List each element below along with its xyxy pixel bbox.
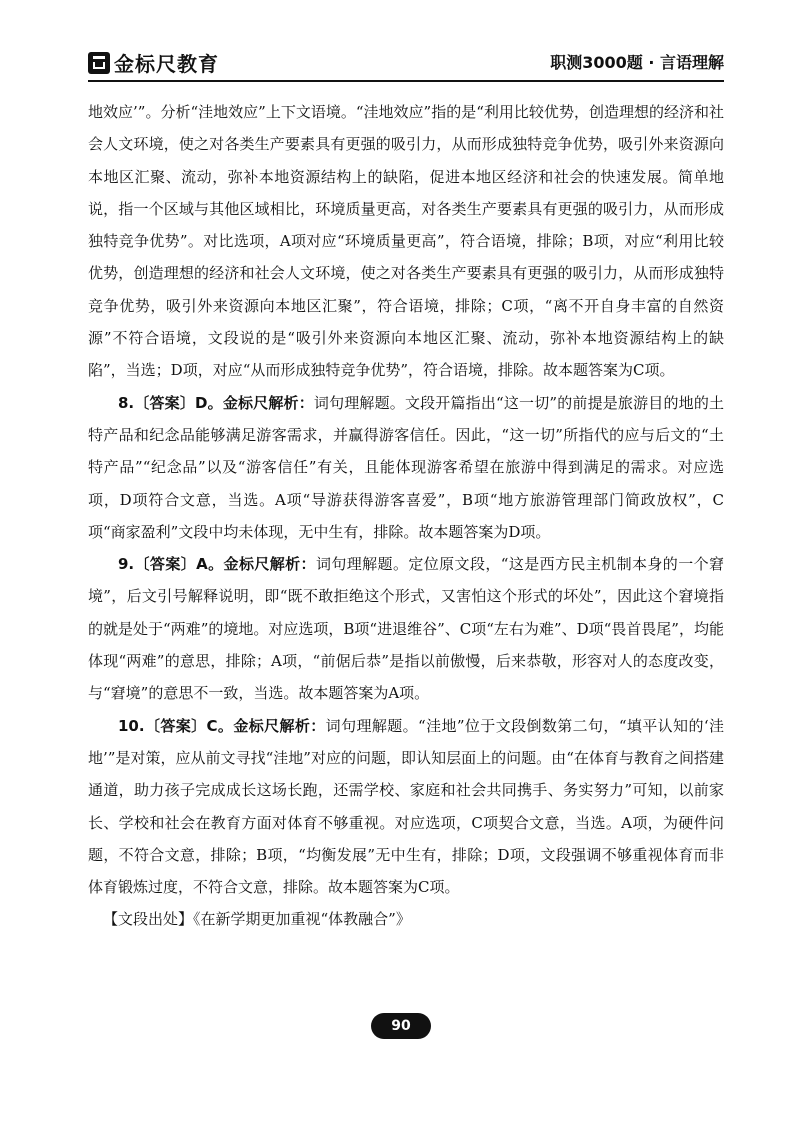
answer-prefix: 10.〔答案〕C。金标尺解析： — [118, 716, 326, 735]
answer-text: 词句理解题。文段开篇指出“这一切”的前提是旅游目的地的土特产品和纪念品能够满足游客需求，并赢得游客信任。因此，“这一切”所指代的应与后文的“土特产品”“纪念品”以及“游客信任”有关，且能体现游客希望在旅游中得到满足的需求。对应选项，D项符合文意，当选。A项“导游获得游客喜爱”，B项“地方旅游管理部门简政放权”，C项“商家盈利”文段中均未体现，无中生有，排除。故本题答案为D项。 — [88, 393, 724, 541]
logo-icon — [88, 52, 110, 74]
answer-paragraph-10 — [88, 710, 724, 904]
answer-text: 词句理解题。“洼地”位于文段倒数第二句，“填平认知的‘洼地’”是对策，应从前文寻找“洼地”对应的问题，即认知层面上的问题。由“在体育与教育之间搭建通道，助力孩子完成成长这场长跑，还需学校、家庭和社会共同携手、务实努力”可知，以前家长、学校和社会在教育方面对体育不够重视。对应选项，C项契合文意，当选。A项，为硬件问题，不符合文意，排除；B项，“均衡发展”无中生有，排除；D项，文段强调不够重视体育而非体育锻炼过度，不符合文意，排除。故本题答案为C项。 — [88, 716, 724, 897]
answer-prefix: 8.〔答案〕D。金标尺解析： — [118, 393, 314, 412]
brand-logo — [88, 48, 219, 77]
answer-prefix: 9.〔答案〕A。金标尺解析： — [118, 555, 316, 574]
page-number: 90 — [371, 1013, 431, 1039]
continuation-paragraph: 地效应’”。分析“洼地效应”上下文语境。“洼地效应”指的是“利用比较优势，创造理想的经济和社会人文环境，使之对各类生产要素具有更强的吸引力，从而形成独特竞争优势，吸引外来资源向本地区汇聚、流动，弥补本地资源结构上的缺陷，促进本地区经济和社会的快速发展。简单地说，指一个区域与其他区域相比，环境质量更高，对各类生产要素具有更强的吸引力，从而形成独特竞争优势”。对比选项，A项对应“环境质量更高”，符合语境，排除；B项，对应“利用比较优势，创造理想的经济和社会人文环境，使之对各类生产要素具有更强的吸引力，从而形成独特竞争优势，吸引外来资源向本地区汇聚”，符合语境，排除；C项，“离不开自身丰富的自然资源”不符合语境，文段说的是“吸引外来资源向本地区汇聚、流动，弥补本地资源结构上的缺陷”，当选；D项，对应“从而形成独特竞争优势”，符合语境，排除。故本题答案为C项。 — [88, 103, 724, 380]
header-title: 职测3000题 · 言语理解 — [550, 53, 724, 72]
page-header — [88, 44, 724, 84]
main-content — [88, 96, 724, 936]
header-divider — [88, 80, 724, 82]
answer-text: 词句理解题。定位原文段，“这是西方民主机制本身的一个窘境”，后文引号解释说明，即“既不敢拒绝这个形式，又害怕这个形式的坏处”，因此这个窘境指的就是处于“两难”的境地。对应选项，B项“进退维谷”、C项“左右为难”、D项“畏首畏尾”，均能体现“两难”的意思，排除；A项，“前倨后恭”是指以前傲慢，后来恭敬，形容对人的态度改变，与“窘境”的意思不一致，当选。故本题答案为A项。 — [88, 555, 725, 703]
logo-text: 金标尺教育 — [114, 52, 219, 76]
answer-paragraph-8 — [88, 387, 724, 548]
source-citation: 【文段出处】《在新学期更加重视“体教融合”》 — [103, 910, 411, 929]
answer-paragraph-9 — [88, 548, 724, 709]
